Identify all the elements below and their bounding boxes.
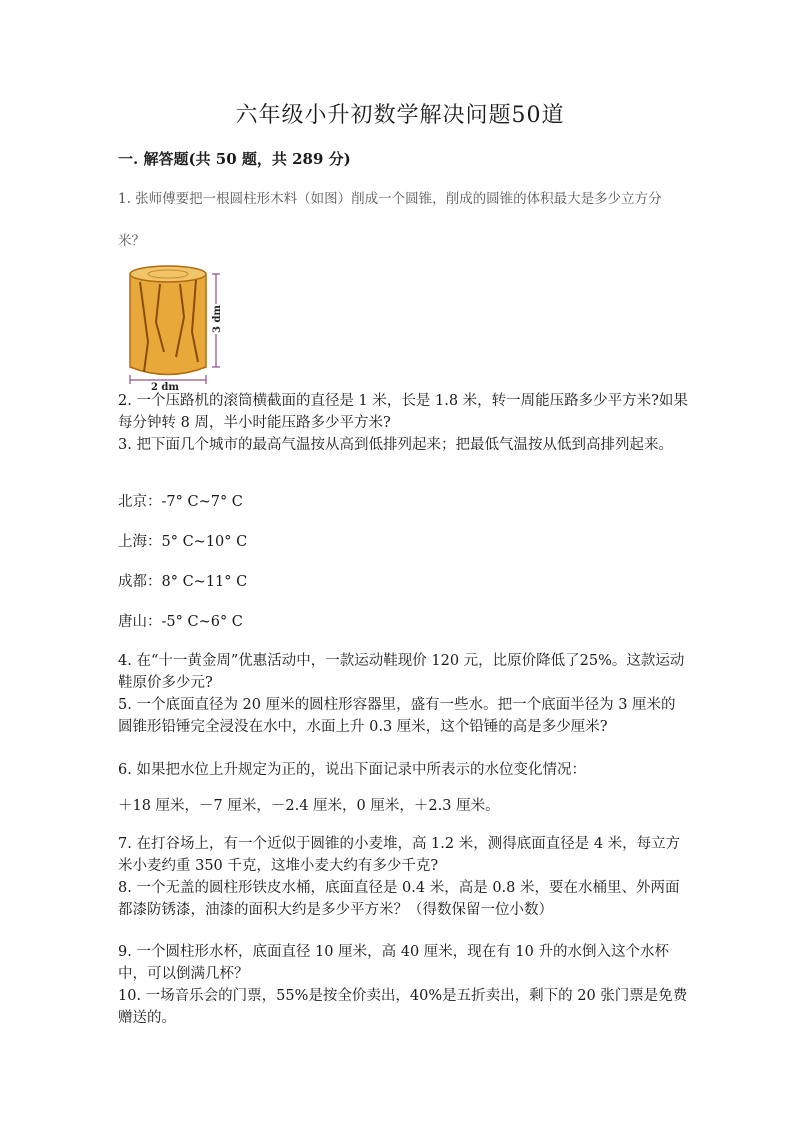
city-shanghai: 上海：5° C~10° C bbox=[118, 534, 248, 550]
wood-log-figure bbox=[118, 262, 228, 392]
question-7: 7. 在打谷场上，有一个近似于圆锥的小麦堆，高 1.2 米，测得底面直径是 4 米，每立方米小麦约重 350 千克，这堆小麦大约有多少千克? bbox=[118, 836, 681, 874]
section-heading: 一. 解答题(共 50 题，共 289 分) bbox=[118, 150, 351, 168]
question-9: 9. 一个圆柱形水杯，底面直径 10 厘米，高 40 厘米，现在有 10 升的水倒入这个水杯中，可以倒满几杯？ bbox=[118, 944, 669, 982]
question-4: 4. 在“十一黄金周”优惠活动中，一款运动鞋现价 120 元，比原价降低了25%。这款运动鞋原价多少元? bbox=[118, 653, 685, 691]
height-label: 3 dm bbox=[212, 304, 223, 334]
question-6: 6. 如果把水位上升规定为正的，说出下面记录中所表示的水位变化情况： bbox=[118, 762, 586, 778]
question-3: 3. 把下面几个城市的最高气温按从高到低排列起来；把最低气温按从低到高排列起来。 bbox=[118, 437, 673, 453]
city-tangshan: 唐山：-5° C~6° C bbox=[118, 614, 243, 630]
question-2: 2. 一个压路机的滚筒横截面的直径是 1 米，长是 1.8 米，转一周能压路多少平方米?如果每分钟转 8 周，半小时能压路多少平方米? bbox=[118, 393, 688, 431]
width-label: 2 dm bbox=[150, 382, 180, 392]
page-title: 六年级小升初数学解决问题50道 bbox=[235, 103, 565, 128]
question-8: 8. 一个无盖的圆柱形铁皮水桶，底面直径是 0.4 米，高是 0.8 米，要在水桶里、外两面都漆防锈漆，油漆的面积大约是多少平方米？（得数保留一位小数） bbox=[118, 880, 680, 918]
water-level-values: ＋18 厘米，－7 厘米，－2.4 厘米，0 厘米，＋2.3 厘米。 bbox=[118, 798, 500, 814]
city-chengdu: 成都：8° C~11° C bbox=[118, 574, 248, 590]
question-5: 5. 一个底面直径为 20 厘米的圆柱形容器里，盛有一些水。把一个底面半径为 3 厘米的圆锥形铅锤完全浸没在水中，水面上升 0.3 厘米，这个铅锤的高是多少厘米? bbox=[118, 697, 676, 735]
question-1: 1. 张师傅要把一根圆柱形木料（如图）削成一个圆锥，削成的圆锥的体积最大是多少立方分米？ bbox=[118, 191, 662, 249]
city-beijing: 北京：-7° C~7° C bbox=[118, 494, 243, 510]
question-10: 10. 一场音乐会的门票，55%是按全价卖出，40%是五折卖出，剩下的 20 张门票是免费赠送的。 bbox=[118, 988, 688, 1026]
